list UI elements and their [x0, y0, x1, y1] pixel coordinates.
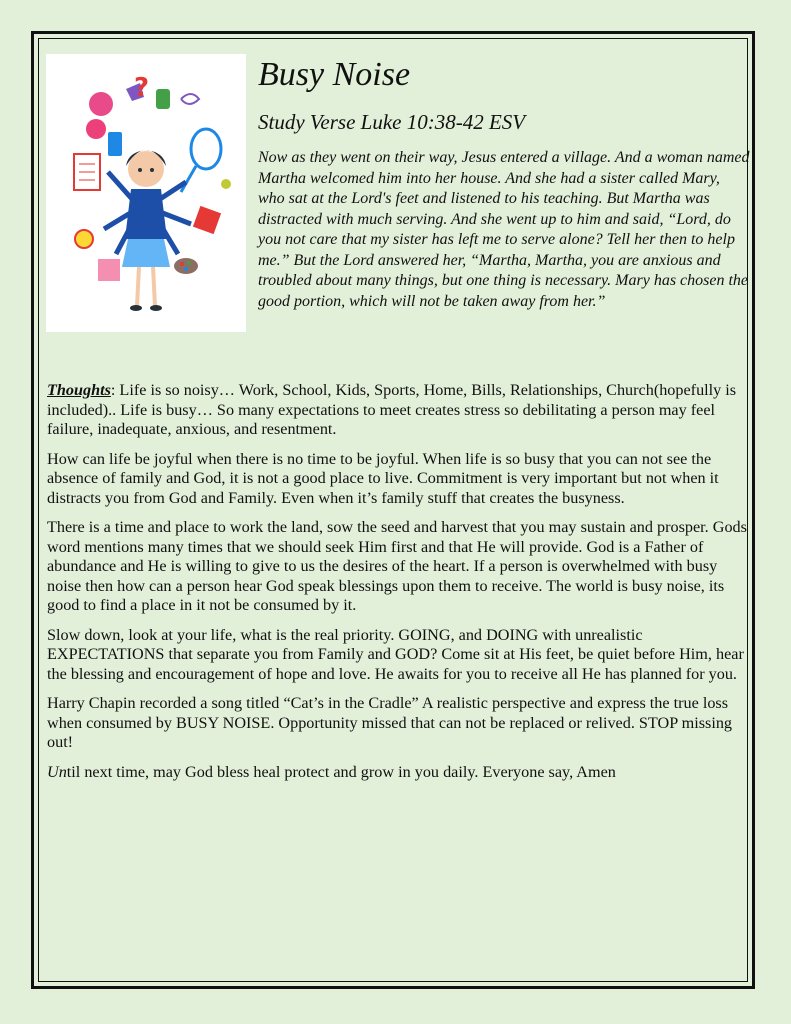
closing-paragraph	[47, 763, 749, 783]
thoughts-label: Thoughts	[47, 381, 111, 399]
paragraph: Harry Chapin recorded a song titled “Cat’s in the Cradle” A realistic perspective and express the true loss when consumed by BUSY NOISE. Opportunity missed that can not be replaced or relived. STOP missing out!	[47, 694, 733, 751]
paragraph: How can life be joyful when there is no time to be joyful. When life is so busy that you can not see the absence of family and God, it is not a good place to live. Commitment is very important but not when it distracts you from God and Family. Even when it’s family stuff that creates the busyness.	[47, 449, 719, 507]
scripture-text: Now as they went on their way, Jesus entered a village. And a woman named Martha welcomed him into her house. And she had a sister called Mary, who sat at the Lord's feet and listened to his teaching. But Martha was distracted with much serving. And she went up to him and said, “Lord, do you not care that my sister has left me to serve alone? Tell her then to help me.” But the Lord answered her, “Martha, Martha, you are anxious and troubled about many things, but one thing is necessary. Mary has chosen the good portion, which will not be taken away from her.”	[258, 149, 750, 310]
body-text	[47, 381, 749, 792]
busy-woman-illustration	[46, 54, 246, 332]
svg-text:?: ?	[134, 73, 150, 103]
closing-italic: Un	[47, 762, 67, 781]
closing-text: til next time, may God bless heal protect and grow in you daily. Everyone say, Amen	[66, 762, 616, 781]
thoughts-text: : Life is so noisy… Work, School, Kids, Sports, Home, Bills, Relationships, Church(hopefully is included).. Life is busy… So many expectations to meet creates stress so debilitating a person may feel failure, inadequate, anxious, and resentment.	[47, 381, 737, 438]
page-title: Busy Noise	[258, 56, 411, 93]
thoughts-paragraph	[47, 381, 749, 440]
study-verse-heading: Study Verse Luke 10:38-42 ESV	[258, 110, 526, 134]
paragraph: Slow down, look at your life, what is the real priority. GOING, and DOING with unrealistic EXPECTATIONS that separate you from Family and GOD? Come sit at His feet, be quiet before Him, hear the blessing and encouragement of hope and love. He awaits for you to receive all He has planned for you.	[47, 625, 744, 683]
paragraph: There is a time and place to work the land, sow the seed and harvest that you may sustain and prosper. Gods word mentions many times that we should seek Him first and that He will provide. God is a Father of abundance and He is willing to give to us the desires of the heart. If a person is overwhelmed with busy noise then how can a person hear God speak blessings upon them to receive. The world is busy noise, its good to find a place in it not be consumed by it.	[47, 518, 747, 614]
